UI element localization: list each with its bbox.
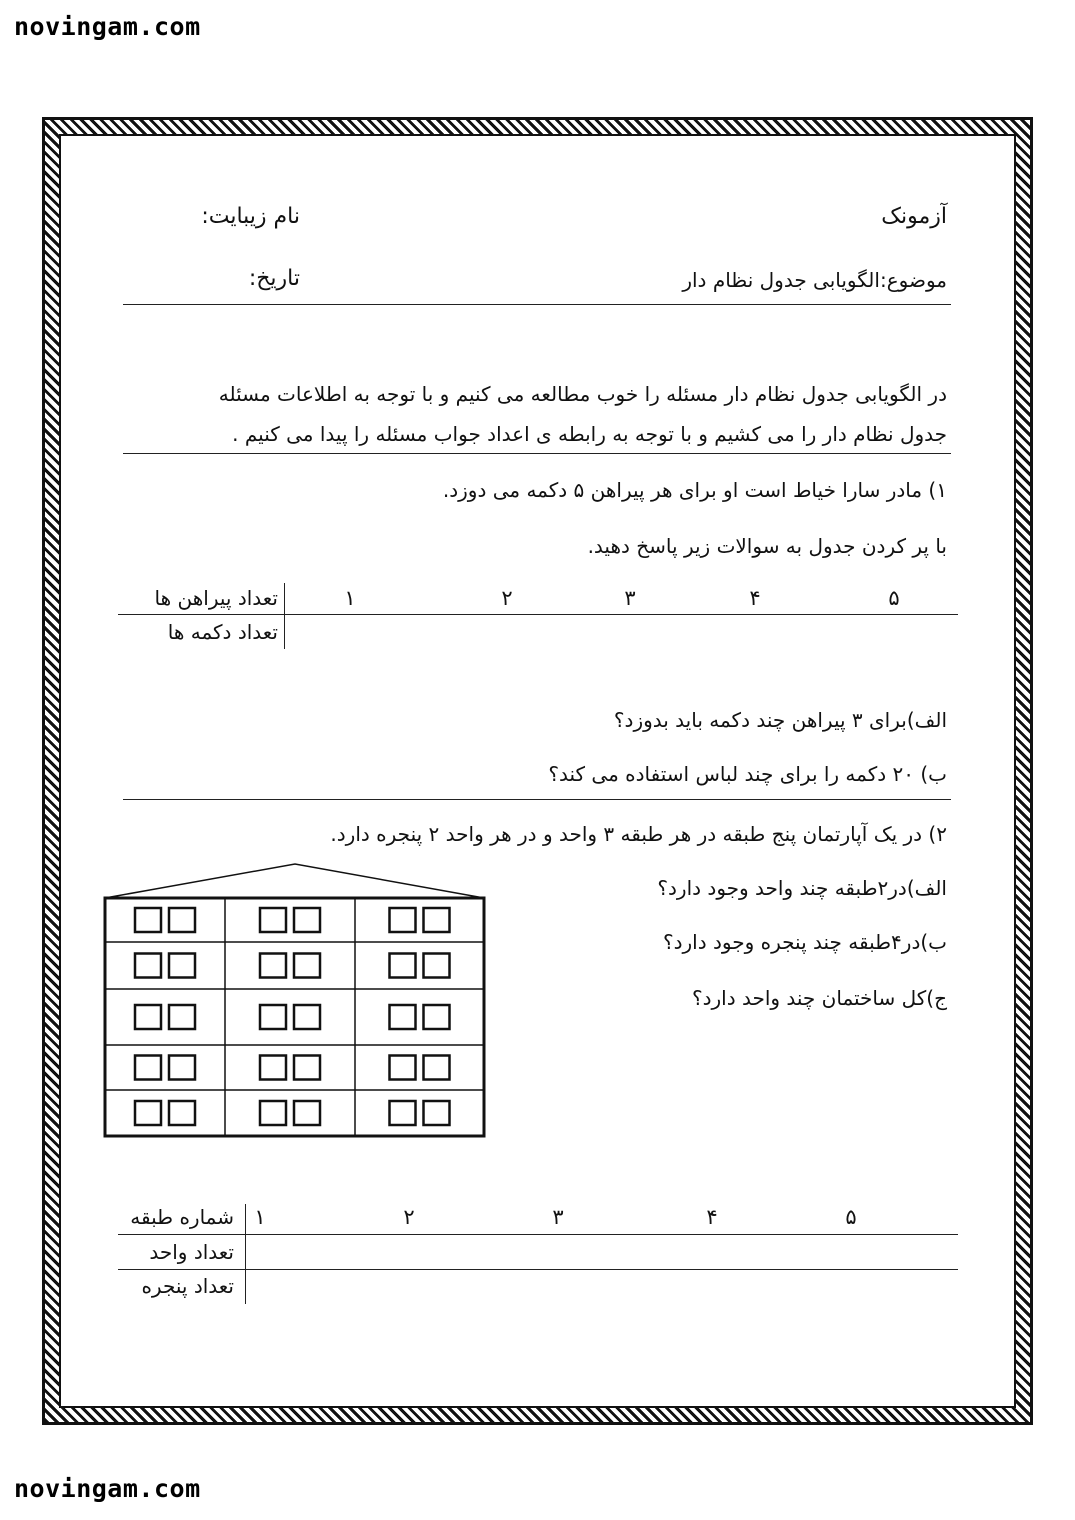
window-icon: [390, 954, 416, 978]
window-icon: [260, 1056, 286, 1080]
q2-table-col-5: ۵: [845, 1205, 857, 1229]
q2-table-col-4: ۴: [706, 1205, 718, 1229]
q2-part-a: الف)در۲طبقه چند واحد وجود دارد؟: [657, 876, 947, 900]
q2-table-col-3: ۳: [552, 1205, 564, 1229]
quiz-title: آزمونک: [881, 204, 947, 229]
window-icon: [294, 1056, 320, 1080]
intro-line-2: جدول نظام دار را می کشیم و با توجه به رابطه ی اعداد جواب مسئله را پیدا می کنیم .: [232, 422, 947, 446]
window-icon: [424, 954, 450, 978]
date-label: تاریخ:: [248, 266, 300, 291]
q1-table-col-3: ۳: [624, 586, 636, 610]
window-icon: [294, 1101, 320, 1125]
window-icon: [135, 954, 161, 978]
header-divider: [123, 304, 951, 305]
window-icon: [294, 1005, 320, 1029]
window-icon: [169, 1101, 195, 1125]
q1-table-label-divider: [284, 583, 285, 649]
window-icon: [260, 954, 286, 978]
q2-table-row3-label: تعداد پنجره: [141, 1274, 234, 1298]
q1-part-b: ب) ۲۰ دکمه را برای چند لباس استفاده می کند؟: [548, 762, 947, 786]
watermark-bottom: novingam.com: [14, 1474, 201, 1503]
q2-table-col-2: ۲: [403, 1205, 415, 1229]
q2-part-c: ج)کل ساختمان چند واحد دارد؟: [691, 986, 947, 1010]
q1-divider: [123, 799, 951, 800]
window-icon: [390, 1005, 416, 1029]
window-icon: [294, 908, 320, 932]
window-icon: [169, 908, 195, 932]
q2-table-col-1: ۱: [254, 1205, 266, 1229]
q1-table-row2-label: تعداد دکمه ها: [167, 620, 278, 644]
window-icon: [424, 1056, 450, 1080]
intro-divider: [123, 453, 951, 454]
window-icon: [169, 954, 195, 978]
q1-part-a: الف)برای ۳ پیراهن چند دکمه باید بدوزد؟: [613, 708, 947, 732]
q1-table-row-divider: [118, 614, 958, 615]
window-icon: [135, 1056, 161, 1080]
subject-line: موضوع:الگویابی جدول نظام دار: [682, 268, 947, 292]
q1-table-col-1: ۱: [344, 586, 356, 610]
window-icon: [424, 1101, 450, 1125]
q1-instruction: با پر کردن جدول به سوالات زیر پاسخ دهید.: [587, 534, 947, 558]
window-icon: [424, 1005, 450, 1029]
window-icon: [390, 1056, 416, 1080]
window-icon: [294, 954, 320, 978]
building-roof: [105, 864, 484, 898]
q2-text: ۲) در یک آپارتمان پنج طبقه در هر طبقه ۳ واحد و در هر واحد ۲ پنجره دارد.: [330, 822, 947, 846]
q1-text: ۱) مادر سارا خیاط است او برای هر پیراهن ۵ دکمه می دوزد.: [442, 478, 947, 502]
intro-line-1: در الگویابی جدول نظام دار مسئله را خوب مطالعه می کنیم و با توجه به اطلاعات مسئله: [218, 382, 947, 406]
window-icon: [260, 1005, 286, 1029]
window-icon: [169, 1056, 195, 1080]
name-label: نام زیبایت:: [201, 204, 300, 229]
window-icon: [424, 908, 450, 932]
q1-table-col-5: ۵: [888, 586, 900, 610]
q2-table-row-divider-2: [118, 1269, 958, 1270]
window-icon: [260, 908, 286, 932]
q2-part-b: ب)در۴طبقه چند پنجره وجود دارد؟: [663, 930, 947, 954]
q2-table-row-divider-1: [118, 1234, 958, 1235]
window-icon: [390, 908, 416, 932]
window-icon: [135, 908, 161, 932]
window-icon: [390, 1101, 416, 1125]
q1-table-col-2: ۲: [501, 586, 513, 610]
window-icon: [169, 1005, 195, 1029]
window-icon: [135, 1101, 161, 1125]
window-icon: [260, 1101, 286, 1125]
building-illustration: [103, 862, 487, 1140]
q2-table-row2-label: تعداد واحد: [149, 1240, 234, 1264]
q1-table-row1-label: تعداد پیراهن ها: [154, 586, 278, 610]
q1-table-col-4: ۴: [749, 586, 761, 610]
window-icon: [135, 1005, 161, 1029]
q2-table-label-divider: [245, 1204, 246, 1304]
watermark-top: novingam.com: [14, 12, 201, 41]
q2-table-row1-label: شماره طبقه: [130, 1205, 234, 1229]
